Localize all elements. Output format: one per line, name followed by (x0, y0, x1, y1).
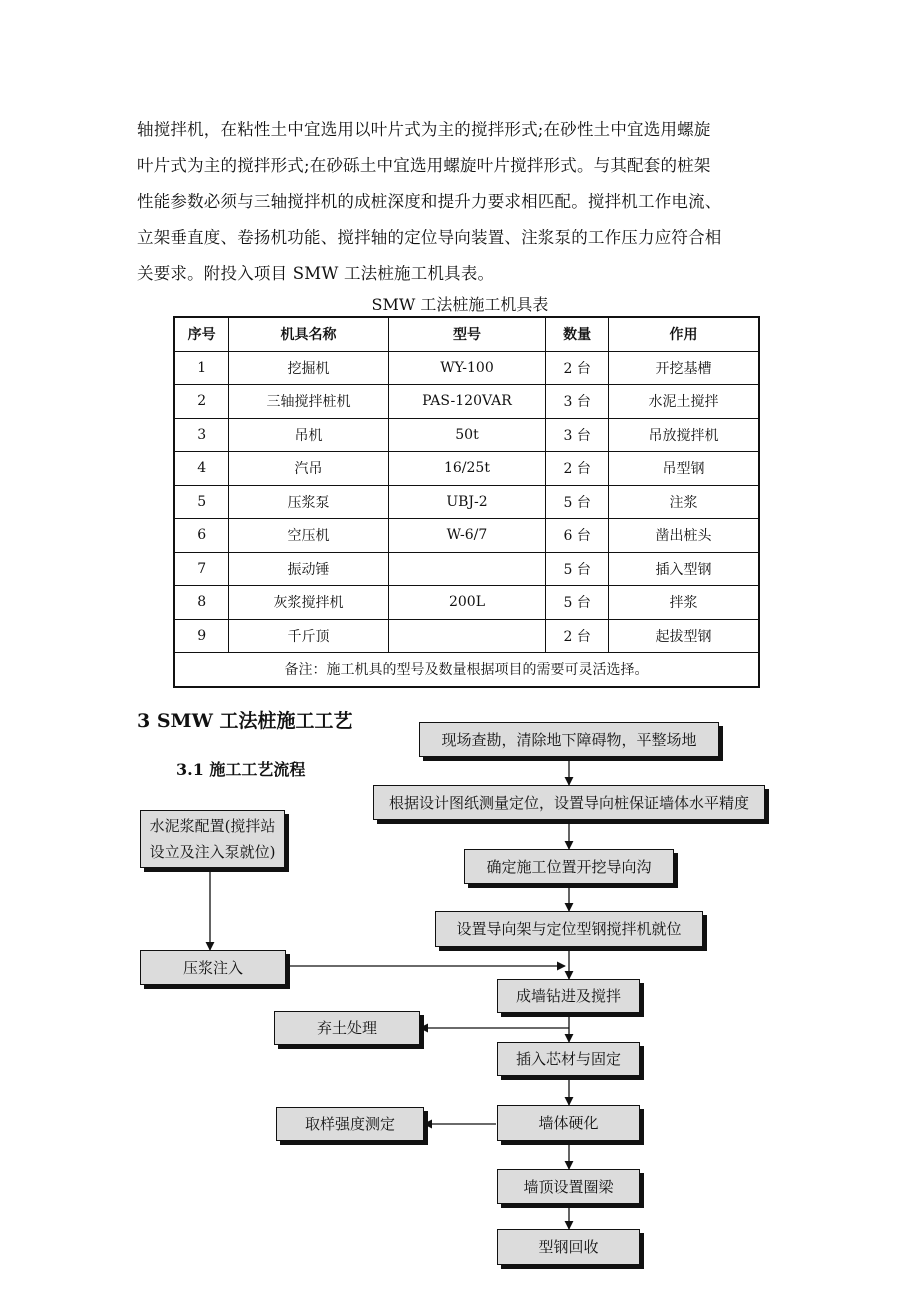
flow-step-steel-recovery: 型钢回收 (497, 1229, 640, 1265)
flow-step-rig-setup: 设置导向架与定位型钢搅拌机就位 (435, 911, 703, 947)
cell-no: 5 (174, 485, 229, 519)
cell-no: 3 (174, 418, 229, 452)
flow-step-guide-trench: 确定施工位置开挖导向沟 (464, 849, 674, 884)
cell-qty: 2 台 (546, 619, 609, 653)
header-no: 序号 (174, 317, 229, 351)
cell-no: 1 (174, 351, 229, 385)
cell-name: 吊机 (229, 418, 388, 452)
cell-qty: 5 台 (546, 485, 609, 519)
cell-use: 起拔型钢 (609, 619, 759, 653)
cell-use: 插入型钢 (609, 552, 759, 586)
cell-model: UBJ-2 (388, 485, 546, 519)
cell-use: 水泥土搅拌 (609, 385, 759, 419)
cell-no: 8 (174, 586, 229, 620)
cell-no: 9 (174, 619, 229, 653)
intro-line: 关要求。附投入项目 SMW 工法桩施工机具表。 (137, 264, 495, 283)
cell-model: WY-100 (388, 351, 546, 385)
cell-use: 注浆 (609, 485, 759, 519)
cell-qty: 3 台 (546, 385, 609, 419)
flow-slurry-prep (140, 810, 285, 868)
header-qty: 数量 (546, 317, 609, 351)
cell-name: 汽吊 (229, 452, 388, 486)
cell-no: 6 (174, 519, 229, 553)
cell-qty: 2 台 (546, 452, 609, 486)
cell-name: 空压机 (229, 519, 388, 553)
header-use: 作用 (609, 317, 759, 351)
cell-no: 4 (174, 452, 229, 486)
cell-use: 拌浆 (609, 586, 759, 620)
slurry-prep-line-1: 水泥浆配置(搅拌站 (149, 817, 276, 835)
cell-name: 压浆泵 (229, 485, 388, 519)
cell-model: 16/25t (388, 452, 546, 486)
section-title: 3 SMW 工法桩施工工艺 (137, 710, 353, 732)
cell-qty: 5 台 (546, 552, 609, 586)
subsection-title: 3.1 施工工艺流程 (176, 760, 306, 779)
cell-model: PAS-120VAR (388, 385, 546, 419)
cell-model: 50t (388, 418, 546, 452)
cell-no: 2 (174, 385, 229, 419)
flow-step-survey: 现场查勘，清除地下障碍物，平整场地 (419, 722, 719, 757)
flow-strength-test: 取样强度测定 (276, 1107, 424, 1141)
flow-step-ring-beam: 墙顶设置圈梁 (497, 1169, 640, 1204)
slurry-prep-line-2: 设立及注入泵就位) (149, 843, 276, 861)
cell-name: 振动锤 (229, 552, 388, 586)
intro-line: 轴搅拌机，在粘性土中宜选用以叶片式为主的搅拌形式;在砂性土中宜选用螺旋 (137, 120, 711, 139)
flow-step-drilling: 成墙钻进及搅拌 (497, 979, 640, 1013)
table-note: 备注：施工机具的型号及数量根据项目的需要可灵活选择。 (174, 653, 759, 687)
cell-model: W-6/7 (388, 519, 546, 553)
flow-grout-injection: 压浆注入 (140, 950, 286, 985)
flow-step-hardening: 墙体硬化 (497, 1105, 640, 1141)
cell-qty: 2 台 (546, 351, 609, 385)
cell-use: 开挖基槽 (609, 351, 759, 385)
cell-name: 灰浆搅拌机 (229, 586, 388, 620)
intro-line: 叶片式为主的搅拌形式;在砂砾土中宜选用螺旋叶片搅拌形式。与其配套的桩架 (137, 156, 711, 175)
table-caption: SMW 工法桩施工机具表 (371, 295, 549, 314)
cell-use: 吊放搅拌机 (609, 418, 759, 452)
cell-name: 千斤顶 (229, 619, 388, 653)
flow-soil-disposal: 弃土处理 (274, 1011, 420, 1045)
intro-line: 性能参数必须与三轴搅拌机的成桩深度和提升力要求相匹配。搅拌机工作电流、 (137, 192, 722, 211)
flow-step-positioning: 根据设计图纸测量定位，设置导向桩保证墙体水平精度 (373, 785, 765, 820)
intro-line: 立架垂直度、卷扬机功能、搅拌轴的定位导向装置、注浆泵的工作压力应符合相 (137, 228, 722, 247)
flow-step-insert-core: 插入芯材与固定 (497, 1042, 640, 1076)
cell-use: 凿出桩头 (609, 519, 759, 553)
cell-no: 7 (174, 552, 229, 586)
cell-name: 挖掘机 (229, 351, 388, 385)
header-model: 型号 (388, 317, 546, 351)
header-name: 机具名称 (229, 317, 388, 351)
cell-qty: 6 台 (546, 519, 609, 553)
cell-model: 200L (388, 586, 546, 620)
cell-use: 吊型钢 (609, 452, 759, 486)
cell-qty: 5 台 (546, 586, 609, 620)
cell-qty: 3 台 (546, 418, 609, 452)
cell-name: 三轴搅拌桩机 (229, 385, 388, 419)
